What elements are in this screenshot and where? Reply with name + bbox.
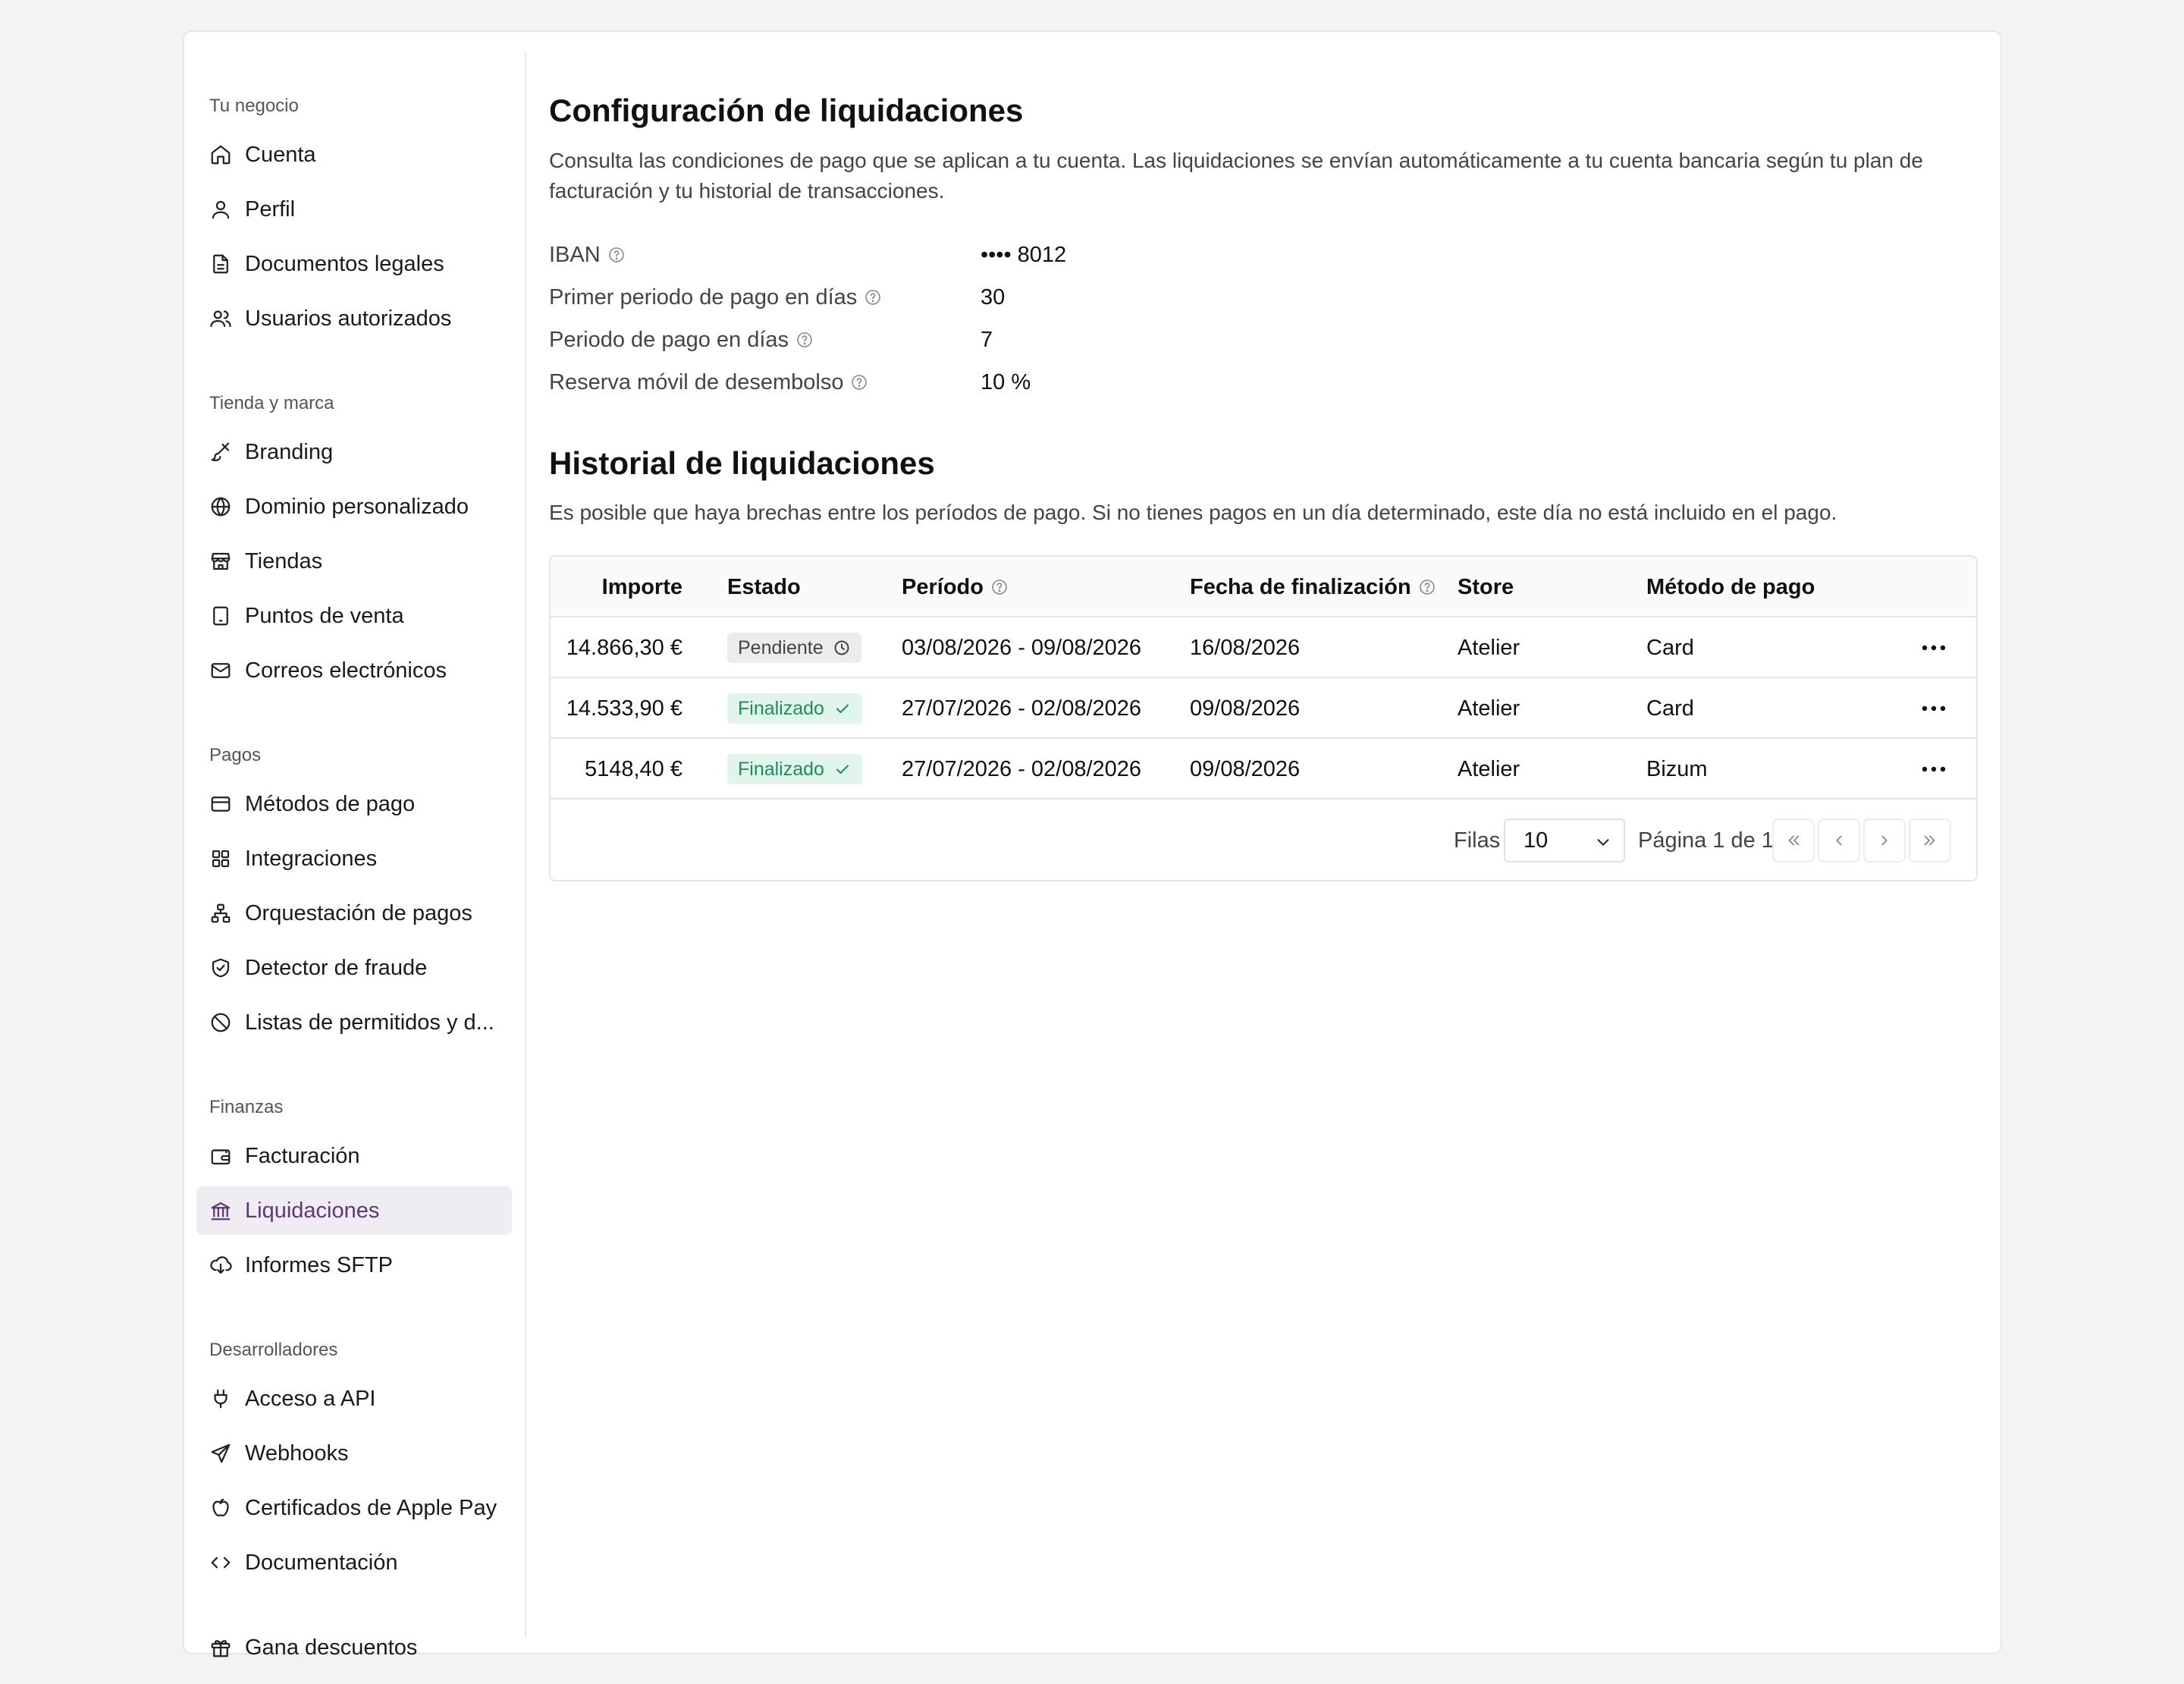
sidebar-item-label: Webhooks (245, 1441, 349, 1466)
column-header-label: Método de pago (1646, 575, 1815, 599)
sidebar-item-label: Certificados de Apple Pay (245, 1495, 497, 1520)
sidebar-item-label: Orquestación de pagos (245, 900, 472, 925)
pagination (551, 800, 1976, 881)
sidebar-item-listas-de-permitidos[interactable] (196, 998, 512, 1047)
page-indicator: Página 1 de 1 (1638, 828, 1774, 853)
row-end-date: 16/08/2026 (1190, 635, 1301, 660)
setting-row-reserva-movil (549, 366, 1990, 399)
help-icon[interactable] (990, 577, 1009, 597)
setting-row-periodo-pago (549, 323, 1990, 357)
sidebar-item-perfil[interactable] (196, 185, 512, 234)
status-badge (727, 693, 862, 724)
nav-group-title-tu-negocio: Tu negocio (209, 96, 299, 116)
sidebar-item-label: Facturación (245, 1143, 360, 1168)
column-header-periodo[interactable] (902, 557, 1009, 617)
status-badge (727, 633, 861, 663)
help-icon[interactable] (795, 330, 814, 350)
sidebar-item-label: Detector de fraude (245, 955, 428, 980)
sidebar-item-tiendas[interactable] (196, 537, 512, 586)
history-description: Es posible que haya brechas entre los períodos de pago. Si no tienes pagos en un día determinado, este día no está incluido en el pago. (549, 501, 1837, 524)
column-header-importe[interactable] (551, 557, 682, 617)
sidebar-item-label: Puntos de venta (245, 603, 404, 628)
check-icon (833, 760, 852, 778)
sidebar-item-label: Integraciones (245, 846, 378, 871)
row-actions-button[interactable] (1919, 617, 1949, 678)
page-title: Configuración de liquidaciones (549, 93, 1024, 128)
sidebar-item-orquestacion-de-pagos[interactable] (196, 889, 512, 938)
more-horizontal-icon (1921, 704, 1947, 713)
setting-value: •••• 8012 (981, 243, 1067, 267)
status-badge-label: Finalizado (738, 697, 824, 719)
setting-value: 30 (981, 285, 1006, 309)
sidebar-item-correos-electronicos[interactable] (196, 646, 512, 695)
rows-per-page-select[interactable] (1504, 818, 1625, 862)
sidebar-item-facturacion[interactable] (196, 1132, 512, 1180)
mail-icon (209, 658, 233, 683)
column-header-label: Período (902, 575, 984, 599)
ban-icon (209, 1010, 233, 1035)
plug-icon (209, 1387, 233, 1411)
column-header-store[interactable] (1458, 557, 1514, 617)
document-icon (209, 252, 233, 276)
sidebar-item-label: Documentos legales (245, 251, 444, 276)
setting-value: 7 (981, 328, 993, 352)
nav-group-title-desarrolladores: Desarrolladores (209, 1340, 338, 1360)
help-icon[interactable] (863, 287, 883, 307)
row-store: Atelier (1458, 756, 1520, 781)
sidebar-item-label: Documentación (245, 1550, 398, 1575)
bank-icon (209, 1199, 233, 1223)
setting-label: Primer periodo de pago en días (549, 284, 858, 309)
brush-icon (209, 440, 233, 464)
row-period: 03/08/2026 - 09/08/2026 (902, 635, 1142, 660)
sidebar-item-gana-descuentos[interactable] (196, 1623, 512, 1672)
home-icon (209, 143, 233, 167)
setting-row-primer-periodo (549, 281, 1990, 314)
last-page-button[interactable] (1909, 818, 1951, 862)
settings-card (183, 30, 2002, 1660)
history-title: Historial de liquidaciones (549, 445, 935, 481)
user-icon (209, 197, 233, 221)
next-page-button[interactable] (1863, 818, 1906, 862)
network-icon (209, 901, 233, 925)
settlements-table (549, 555, 1978, 881)
column-header-label: Importe (601, 575, 682, 599)
nav-group-title-finanzas: Finanzas (209, 1097, 284, 1117)
setting-label: Periodo de pago en días (549, 327, 789, 352)
chevron-right-icon (1876, 832, 1893, 849)
setting-value: 10 % (981, 370, 1031, 394)
sidebar-item-puntos-de-venta[interactable] (196, 592, 512, 640)
clock-icon (833, 639, 851, 657)
sidebar-item-label: Cuenta (245, 142, 316, 167)
more-horizontal-icon (1921, 765, 1947, 774)
setting-label: Reserva móvil de desembolso (549, 369, 844, 394)
column-header-label: Fecha de finalización (1190, 575, 1411, 599)
sidebar-item-label: Informes SFTP (245, 1252, 393, 1277)
chevron-left-icon (1831, 832, 1847, 849)
users-icon (209, 306, 233, 331)
settings-description: Consulta las condiciones de pago que se aplican a tu cuenta. Las liquidaciones se envían automáticamente a tu cuenta bancaria según tu plan de facturación y tu historial de transacciones. (549, 149, 1923, 203)
setting-row-iban (549, 238, 1990, 272)
sidebar-item-label: Branding (245, 439, 334, 464)
sidebar-item-certificados-apple-pay[interactable] (196, 1484, 512, 1532)
row-end-date: 09/08/2026 (1190, 756, 1301, 781)
sidebar-item-metodos-de-pago[interactable] (196, 780, 512, 828)
more-horizontal-icon (1921, 643, 1947, 652)
sidebar-item-label: Liquidaciones (245, 1198, 380, 1223)
row-amount: 14.533,90 € (566, 696, 682, 721)
sidebar-item-label: Gana descuentos (245, 1635, 418, 1660)
setting-label: IBAN (549, 242, 601, 267)
sidebar-item-label: Correos electrónicos (245, 658, 447, 683)
help-icon[interactable] (1417, 577, 1437, 597)
sidebar-item-label: Listas de permitidos y d... (245, 1010, 494, 1035)
rows-per-page-label: Filas (1454, 828, 1501, 853)
sidebar-item-label: Dominio personalizado (245, 494, 469, 519)
credit-card-icon (209, 792, 233, 816)
row-store: Atelier (1458, 635, 1520, 660)
row-end-date: 09/08/2026 (1190, 696, 1301, 721)
table-row[interactable] (551, 678, 1976, 739)
table-row[interactable] (551, 617, 1976, 678)
chevron-down-icon (1595, 834, 1611, 850)
table-header (551, 557, 1976, 617)
first-page-button[interactable] (1772, 818, 1815, 862)
nav-group-title-pagos: Pagos (209, 745, 262, 765)
store-icon (209, 549, 233, 573)
row-actions-button[interactable] (1919, 678, 1949, 739)
sidebar-item-webhooks[interactable] (196, 1429, 512, 1478)
row-amount: 14.866,30 € (566, 635, 682, 660)
column-header-estado[interactable] (727, 557, 801, 617)
shield-check-icon (209, 956, 233, 980)
row-actions-button[interactable] (1919, 739, 1949, 800)
send-icon (209, 1441, 233, 1466)
sidebar-item-label: Métodos de pago (245, 791, 416, 816)
status-badge-label: Finalizado (738, 758, 824, 780)
row-method: Card (1646, 635, 1694, 660)
chevrons-right-icon (1922, 832, 1938, 849)
sidebar-item-usuarios-autorizados[interactable] (196, 294, 512, 343)
row-amount: 5148,40 € (584, 756, 682, 781)
sidebar-item-detector-de-fraude[interactable] (196, 944, 512, 992)
wallet-icon (209, 1144, 233, 1168)
status-badge-label: Pendiente (738, 636, 824, 658)
globe-icon (209, 495, 233, 519)
column-header-label: Estado (727, 575, 801, 599)
chevrons-left-icon (1785, 832, 1802, 849)
apple-icon (209, 1496, 233, 1520)
sidebar-item-label: Usuarios autorizados (245, 306, 452, 331)
row-store: Atelier (1458, 696, 1520, 721)
sidebar-item-documentacion[interactable] (196, 1538, 512, 1587)
code-icon (209, 1550, 233, 1575)
help-icon[interactable] (849, 372, 869, 392)
sidebar-item-branding[interactable] (196, 428, 512, 476)
sidebar-item-documentos-legales[interactable] (196, 240, 512, 288)
status-badge (727, 754, 862, 784)
sidebar-item-informes-sftp[interactable] (196, 1241, 512, 1290)
sidebar-item-acceso-a-api[interactable] (196, 1375, 512, 1423)
sidebar-item-dominio-personalizado[interactable] (196, 482, 512, 531)
sidebar-item-integraciones[interactable] (196, 834, 512, 883)
previous-page-button[interactable] (1818, 818, 1860, 862)
column-header-label: Store (1458, 575, 1514, 599)
sidebar (184, 52, 526, 1660)
column-header-metodo-pago[interactable] (1646, 557, 1815, 617)
table-row[interactable] (551, 739, 1976, 800)
row-method: Bizum (1646, 756, 1708, 781)
sidebar-item-liquidaciones[interactable] (196, 1186, 512, 1235)
sidebar-item-label: Acceso a API (245, 1386, 376, 1411)
column-header-fecha-finalizacion[interactable] (1190, 557, 1437, 617)
check-icon (833, 699, 852, 718)
row-period: 27/07/2026 - 02/08/2026 (902, 696, 1142, 721)
tablet-icon (209, 604, 233, 628)
sidebar-item-label: Perfil (245, 196, 296, 221)
nav-group-title-tienda-y-marca: Tienda y marca (209, 393, 334, 413)
cloud-download-icon (209, 1253, 233, 1277)
row-period: 27/07/2026 - 02/08/2026 (902, 756, 1142, 781)
sidebar-item-label: Tiendas (245, 548, 323, 573)
sidebar-item-cuenta[interactable] (196, 130, 512, 179)
rows-per-page-value: 10 (1523, 828, 1549, 853)
gift-icon (209, 1635, 233, 1660)
row-method: Card (1646, 696, 1694, 721)
help-icon[interactable] (607, 245, 626, 265)
grid-icon (209, 847, 233, 871)
